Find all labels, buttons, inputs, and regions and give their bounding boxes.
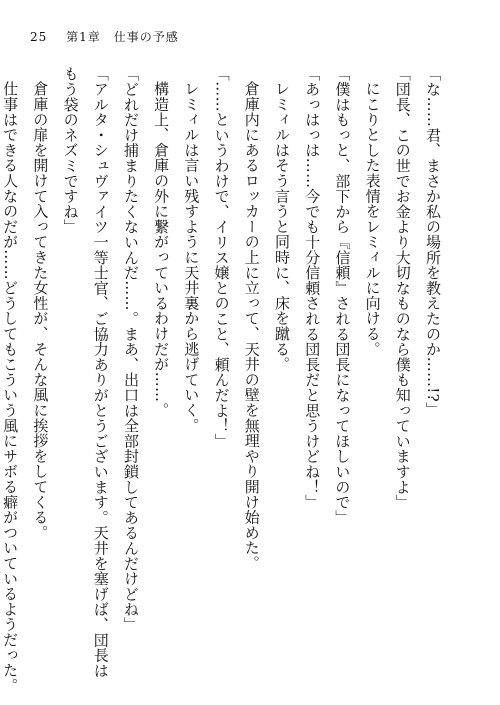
text-line: 「な……君、まさか私の場所を教えたのか……!?」 [424, 66, 442, 418]
text-line: 倉庫の扉を開けて入ってきた女性が、そんな風に挨拶をしてくる。 [31, 81, 50, 540]
text-line: 「僕はもっと、部下から『信頼』される団長になってほしいので」 [333, 66, 352, 525]
text-line: 「アルタ・シュヴァイツ一等士官、ご協力ありがとうございます。天井を塞げば、団長は [91, 66, 110, 678]
text-line: もう袋のネズミですね」 [61, 66, 80, 235]
text-line: 「団長、この世でお金より大切なものなら僕も知っていますよ」 [393, 66, 412, 510]
text-line: 構造上、倉庫の外に繋がっているわけだが……。 [152, 81, 171, 418]
text-line: 仕事はできる人なのだが……どうしてもこういう風にサボる癖がついているようだった。 [1, 81, 20, 693]
text-line: 「……というわけで、イリス嬢とのこと、頼んだよ！」 [212, 66, 231, 449]
text-line: 「どれだけ捕まりたくないんだ……。まあ、出口は全部封鎖してあるんだけどね」 [121, 66, 140, 633]
text-line: にこりとした表情をレミィルに向ける。 [363, 81, 382, 357]
page-number: 25 [30, 30, 48, 44]
text-line: 「あっはっは……今でも十分信頼される団長だと思うけどね！」 [303, 66, 322, 510]
body-text [1, 66, 448, 693]
text-line: 倉庫内にあるロッカーの上に立って、天井の壁を無理やり開け始めた。 [242, 81, 261, 571]
text-line: レミィルはそう言うと同時に、床を蹴る。 [272, 81, 291, 372]
running-header [30, 28, 179, 45]
text-line: レミィルは言い残すように天井裏から逃げていく。 [182, 81, 201, 433]
chapter-title: 第1章 仕事の予感 [66, 30, 179, 44]
